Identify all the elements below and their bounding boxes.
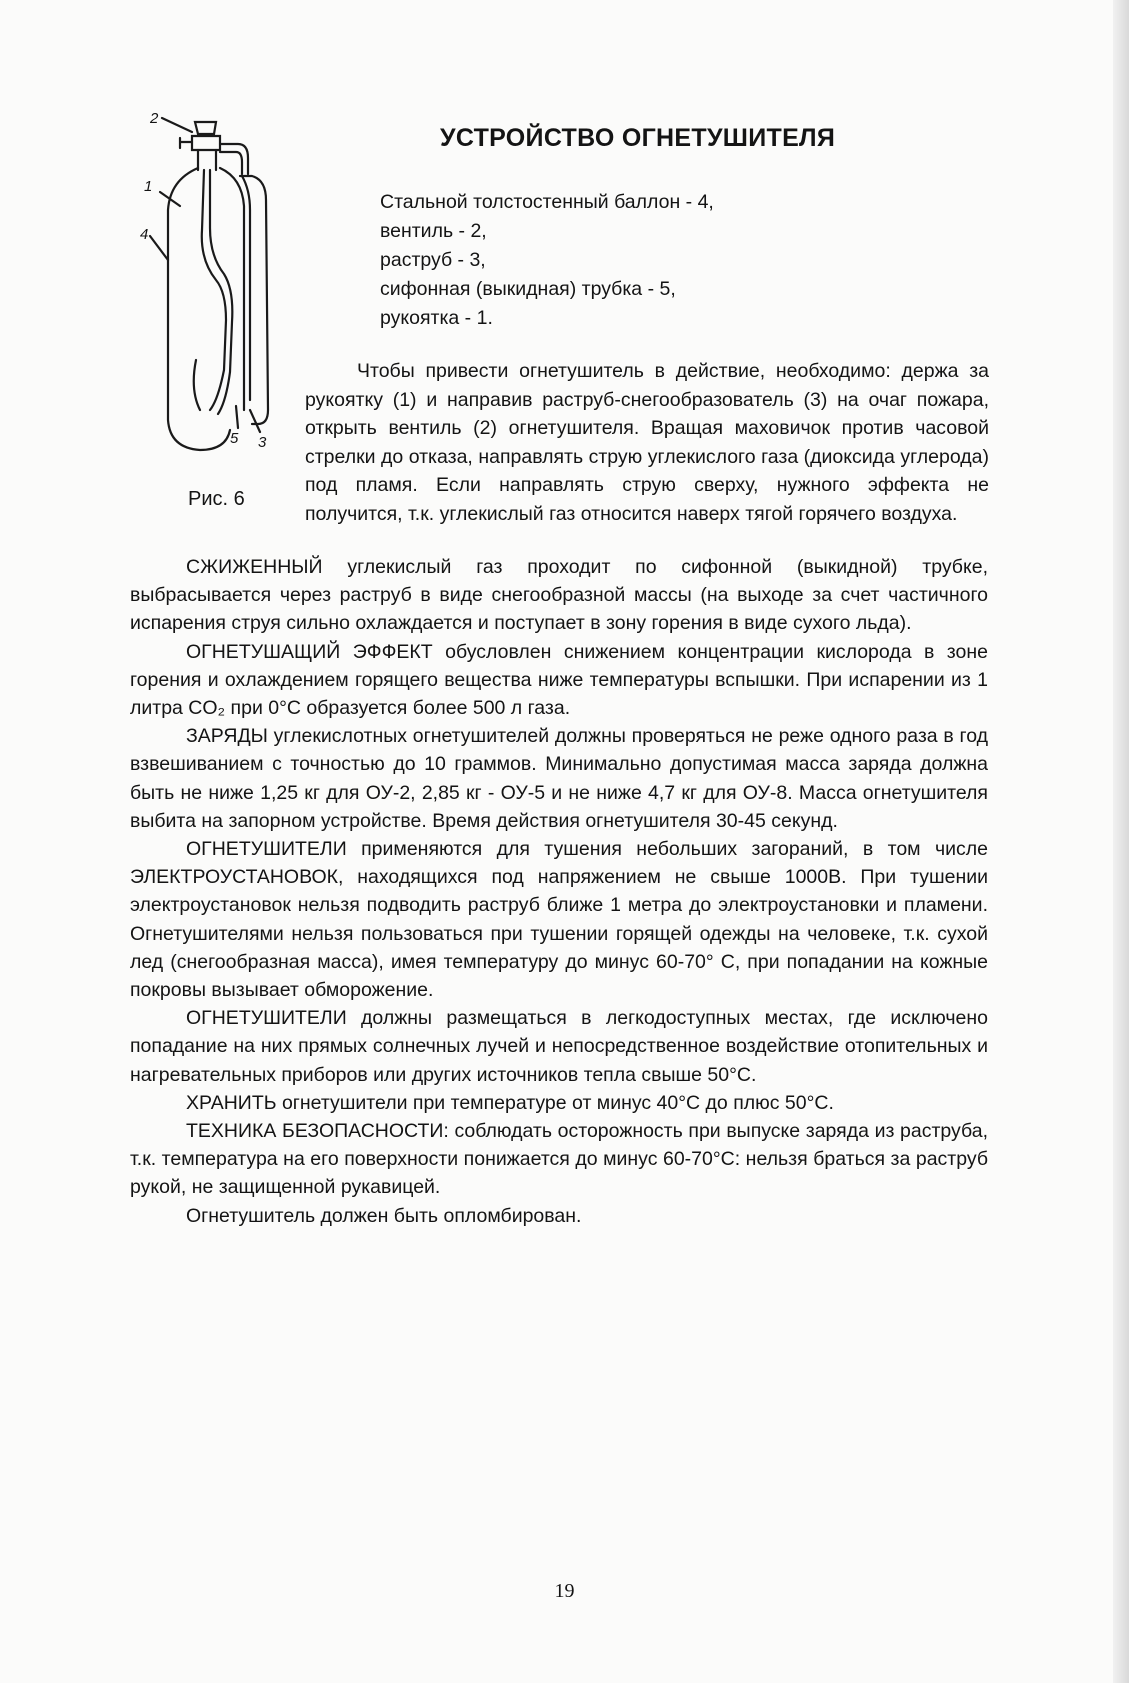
extinguisher-drawing (140, 110, 300, 470)
paragraph-placement: ОГНЕТУШИТЕЛИ должны размещаться в легкодоступных местах, где исключено попадание на них прямых солнечных лучей и непосредственное воздействие отопительных и нагревательных приборов или других источников тепла свыше 50°С. (130, 1007, 988, 1086)
figure-label-1: 1 (144, 178, 153, 195)
page-title: УСТРОЙСТВО ОГНЕТУШИТЕЛЯ (440, 124, 836, 152)
parts-list-item: вентиль - 2, (380, 220, 487, 242)
page-number: 19 (554, 1580, 575, 1602)
paragraph-storage: ХРАНИТЬ огнетушители при температуре от минус 40°С до плюс 50°С. (186, 1091, 834, 1114)
figure-caption: Рис. 6 (188, 488, 245, 510)
intro-paragraph: Чтобы привести огнетушитель в действие, необходимо: держа за рукоятку (1) и направив раструб-снегообразователь (3) на очаг пожара, открыть вентиль (2) огнетушителя. Вращая маховичок против часовой стрелки до отказа, направлять струю углекислого газа (диоксида углерода) под пламя. Если направлять струю сверху, нужного эффекта не получится, т.к. углекислый газ относится наверх тягой горячего воздуха. (305, 360, 989, 525)
parts-list-item: Стальной толстостенный баллон - 4, (380, 191, 714, 213)
paragraph-applications: ОГНЕТУШИТЕЛИ применяются для тушения небольших загораний, в том числе ЭЛЕКТРОУСТАНОВОК, находящихся под напряжением не свыше 1000В. При тушении электроустановок нельзя подводить раструб ближе 1 метра до электроустановки и пламени. Огнетушителями нельзя пользоваться при тушении горящей одежды на человеке, т.к. сухой лед (снегообразная масса), имея температуру до минус 60-70° С, при попадании на кожные покровы вызывает обморожение. (130, 838, 988, 1002)
parts-list-item: сифонная (выкидная) трубка - 5, (380, 278, 676, 300)
paragraph-safety: ТЕХНИКА БЕЗОПАСНОСТИ: соблюдать осторожность при выпуске заряда из раструба, т.к. температура на его поверхности понижается до минус 60-70°С: нельзя браться за раструб рукой, не защищенной рукавицей. (130, 1120, 988, 1199)
page-edge-shadow (1113, 0, 1129, 1683)
paragraph-liquefied-gas: СЖИЖЕННЫЙ углекислый газ проходит по сифонной (выкидной) трубке, выбрасывается через раструб в виде снегообразной массы (на выходе за счет частичного испарения струя сильно охлаждается и поступает в зону горения в виде сухого льда). (130, 556, 988, 635)
figure-label-5: 5 (230, 430, 239, 447)
figure-label-3: 3 (258, 434, 267, 451)
parts-list-item: раструб - 3, (380, 249, 486, 271)
paragraph-extinguishing-effect: ОГНЕТУШАЩИЙ ЭФФЕКТ обусловлен снижением концентрации кислорода в зоне горения и охлаждением горящего вещества ниже температуры вспышки. При испарении из 1 литра CO₂ при 0°С образуется более 500 л газа. (130, 640, 988, 720)
parts-list (380, 188, 800, 333)
body-text (130, 553, 988, 1230)
extinguisher-figure (140, 110, 300, 470)
figure-label-2: 2 (150, 110, 159, 127)
parts-list-item: рукоятка - 1. (380, 307, 493, 329)
figure-label-4: 4 (140, 226, 149, 243)
paragraph-sealing: Огнетушитель должен быть опломбирован. (186, 1204, 582, 1227)
paragraph-charges: ЗАРЯДЫ углекислотных огнетушителей должны проверяться не реже одного раза в год взвешиванием с точностью до 10 граммов. Минимально допустимая масса заряда должна быть не ниже 1,25 кг для ОУ-2, 2,85 кг - ОУ-5 и не ниже 4,7 кг для ОУ-8. Масса огнетушителя выбита на запорном устройстве. Время действия огнетушителя 30-45 секунд. (130, 725, 988, 832)
